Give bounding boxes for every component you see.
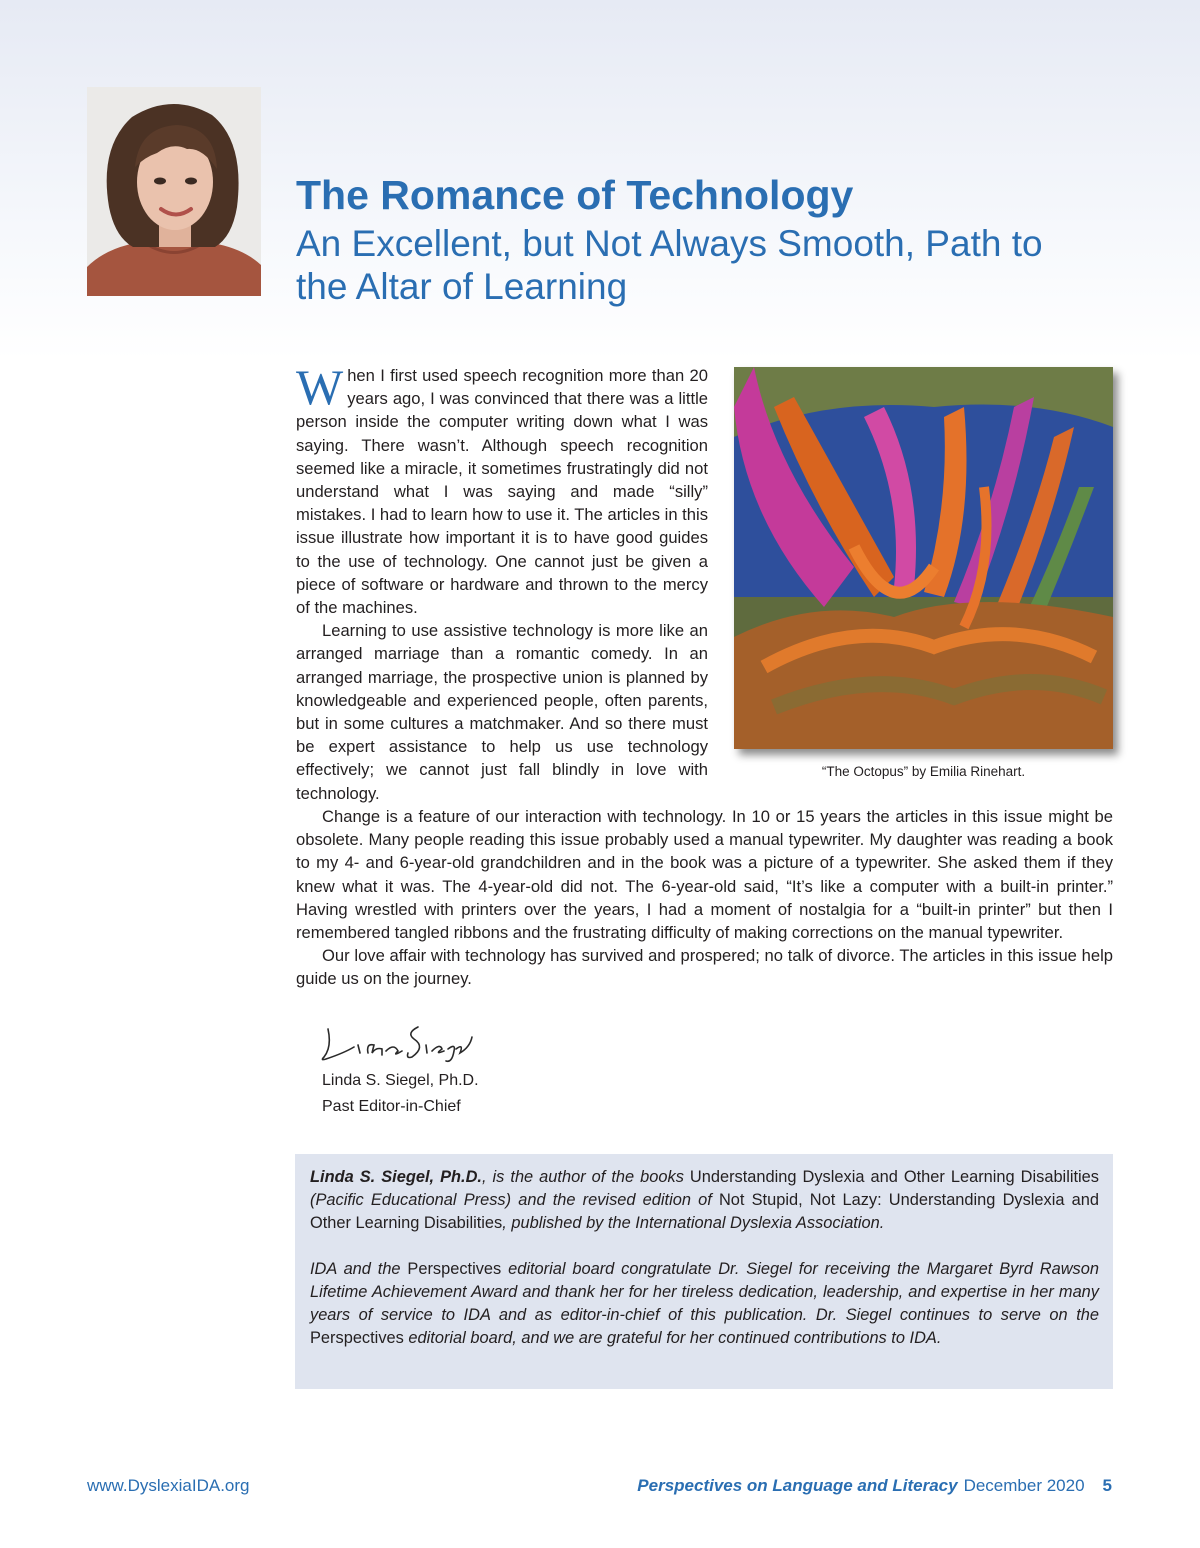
octopus-painting [734, 367, 1113, 749]
paragraph-4: Our love affair with technology has survived and prospered; no talk of divorce. The articles in this issue help guide us on the journey. [296, 946, 1113, 989]
handwritten-signature [314, 1017, 474, 1067]
bio-publication-name: Perspectives [407, 1260, 502, 1278]
article-body-full [296, 805, 1113, 991]
footer-url-link[interactable]: www.DyslexiaIDA.org [87, 1476, 250, 1495]
footer-publication-info [637, 1476, 1112, 1496]
bio-text: , is the author of the books [481, 1168, 690, 1186]
author-role: Past Editor-in-Chief [322, 1098, 461, 1115]
bio-paragraph [310, 1166, 1099, 1235]
bio-book-title: Not Stupid, Not Lazy: Understanding Dyslexia and Other Learning Disabilities [310, 1191, 1100, 1232]
bio-publication-name: Perspectives [310, 1329, 404, 1347]
bio-congratulations [310, 1258, 1099, 1350]
paragraph-1-text: hen I first used speech recognition more than 20 years ago, I was convinced that there was a little person inside the computer writing down what I was saying. There wasn’t. Although speech recognition seemed like a miracle, it sometimes frustratingly did not understand what I was saying and made “silly” mistakes. I had to learn how to use it. The articles in this issue illustrate how important it is to have good guides to the use of technology. One cannot just be given a piece of software or hardware and thrown to the mercy of the machines. [296, 366, 708, 618]
footer-journal-name: Perspectives on Language and Literacy [637, 1476, 958, 1495]
footer-issue-date: December 2020 [963, 1476, 1085, 1495]
bio-text: editorial board, and we are grateful for her continued contributions to IDA. [403, 1329, 942, 1347]
paragraph-1 [296, 359, 708, 619]
author-name: Linda S. Siegel, Ph.D. [322, 1072, 479, 1089]
drop-cap: W [296, 359, 344, 415]
bio-text: (Pacific Educational Press) and the revised edition of [310, 1191, 719, 1209]
article-body-column [296, 359, 708, 805]
bio-text: editorial board congratulate Dr. Siegel for receiving the Margaret Byrd Rawson Lifetime Achievement Award and thank her for her tireless dedication, leadership, and expertise in her many years of service to IDA and as editor-in-chief of this publication. Dr. Siegel continues to serve on the [310, 1260, 1099, 1324]
bio-book-title: Understanding Dyslexia and Other Learning Disabilities [689, 1168, 1099, 1186]
page-number: 5 [1102, 1476, 1112, 1495]
paragraph-3: Change is a feature of our interaction with technology. In 10 or 15 years the articles in this issue might be obsolete. Many people reading this issue probably used a manual typewriter. My daughter was reading a book to my 4- and 6-year-old grandchildren and in the book was a picture of a typewriter. She asked them if they knew what it was. The 4-year-old did not. The 6-year-old said, “It’s like a computer with a built-in printer.” Having wrestled with printers over the years, I had a moment of nostalgia for a “built-in printer” but then I remembered tangled ribbons and the frustrating difficulty of making corrections on the manual typewriter. [296, 807, 1113, 943]
author-bio-box [295, 1154, 1113, 1389]
article-title: The Romance of Technology [296, 172, 854, 218]
author-photo [87, 87, 261, 296]
article-subtitle: An Excellent, but Not Always Smooth, Path to the Altar of Learning [296, 223, 1043, 307]
bio-author-name: Linda S. Siegel, Ph.D. [310, 1168, 482, 1186]
bio-text: IDA and the [310, 1260, 408, 1278]
figure-caption: “The Octopus” by Emilia Rinehart. [821, 764, 1026, 779]
paragraph-2: Learning to use assistive technology is more like an arranged marriage than a romantic comedy. In an arranged marriage, the prospective union is planned by knowledgeable and experienced people, often parents, but in some cultures a matchmaker. And so there must be expert assistance to help us use technology effectively; we cannot just fall blindly in love with technology. [296, 621, 708, 803]
bio-text: , published by the International Dyslexia Association. [502, 1214, 885, 1232]
